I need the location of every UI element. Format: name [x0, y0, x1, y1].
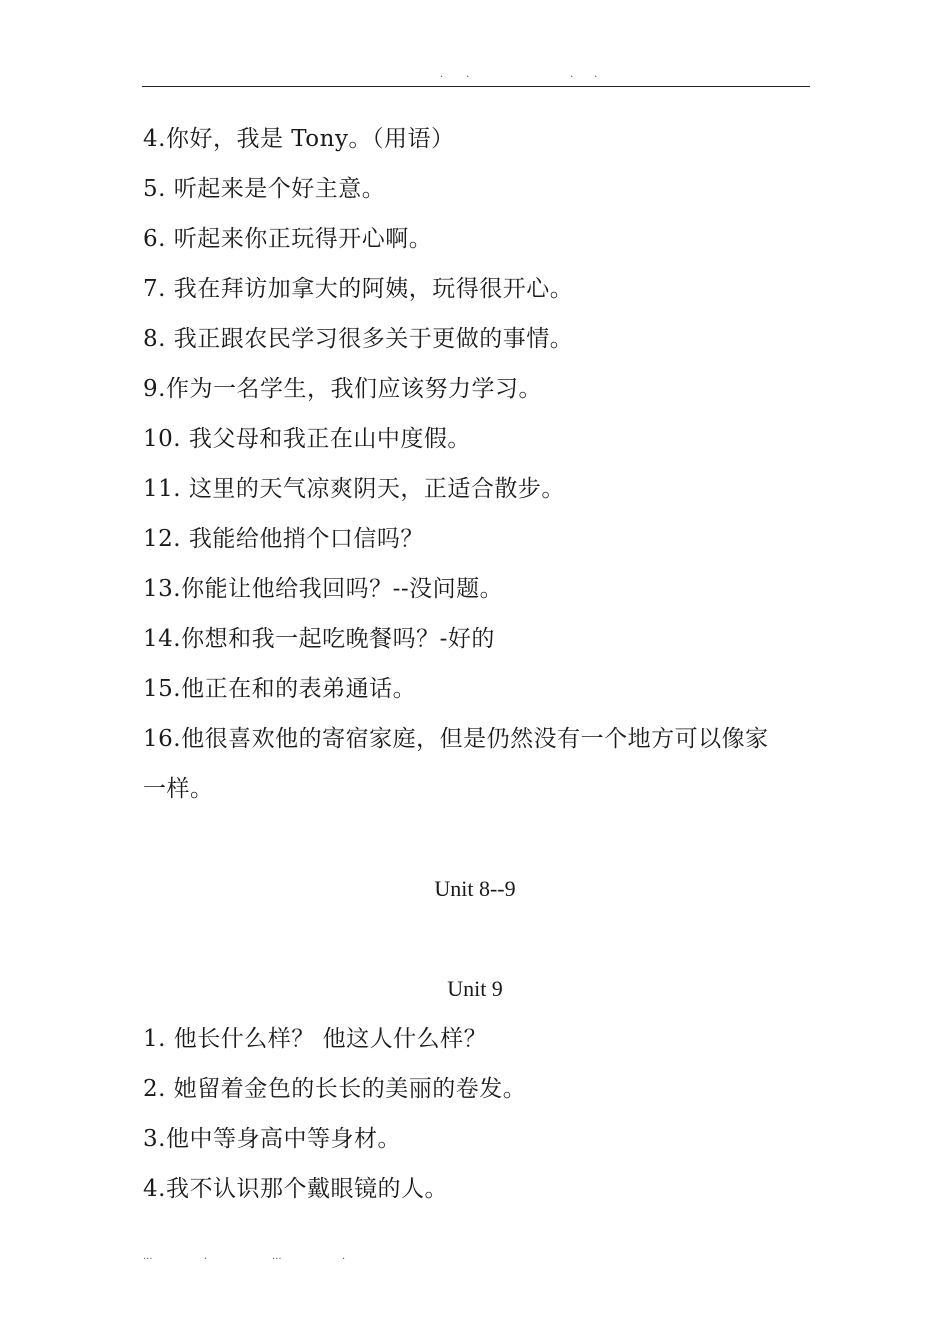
- sentence-line: 7. 我在拜访加拿大的阿姨，玩得很开心。: [143, 276, 574, 302]
- sentence-line: 8. 我正跟农民学习很多关于更做的事情。: [143, 326, 574, 352]
- header-dot: .: [594, 69, 598, 80]
- sentence-line: 11. 这里的天气凉爽阴天，正适合散步。: [143, 476, 565, 502]
- footer-dot: .: [342, 1251, 346, 1262]
- sentence-line: 4.我不认识那个戴眼镜的人。: [143, 1176, 448, 1202]
- header-rule: [142, 86, 810, 87]
- document-body: [143, 114, 813, 1214]
- sentence-line: 15.他正在和的表弟通话。: [143, 676, 417, 702]
- sentence-line: 9.作为一名学生，我们应该努力学习。: [143, 376, 542, 402]
- blank-space: [143, 914, 813, 964]
- sentence-line: 6. 听起来你正玩得开心啊。: [143, 226, 433, 252]
- sentence-line: 5. 听起来是个好主意。: [143, 176, 386, 202]
- header-dot: .: [466, 69, 470, 80]
- sentence-line: 14.你想和我一起吃晚餐吗？-好的: [143, 626, 495, 652]
- sentence-line: 1. 他长什么样？ 他这人什么样？: [143, 1026, 488, 1052]
- footer-dots: [0, 1252, 950, 1264]
- blank-space: [143, 814, 813, 864]
- sentence-line: 16.他很喜欢他的寄宿家庭，但是仍然没有一个地方可以像家: [143, 726, 769, 752]
- sentence-line: 10. 我父母和我正在山中度假。: [143, 426, 471, 452]
- footer-dot: ...: [143, 1251, 153, 1262]
- header-dots: [0, 70, 950, 82]
- sentence-line: 13.你能让他给我回吗？--没问题。: [143, 576, 504, 602]
- sentence-line: 12. 我能给他捎个口信吗？: [143, 526, 424, 552]
- unit-title: Unit 9: [447, 976, 503, 1001]
- header-dot: .: [570, 69, 574, 80]
- sentence-line: 3.他中等身高中等身材。: [143, 1126, 401, 1152]
- header-dot: .: [440, 69, 444, 80]
- footer-dot: .: [204, 1251, 208, 1262]
- footer-dot: ...: [272, 1251, 282, 1262]
- sentence-line: 4.你好，我是 Tony。（用语）: [143, 126, 455, 152]
- sentence-line: 2. 她留着金色的长长的美丽的卷发。: [143, 1076, 527, 1102]
- sentence-line: 一样。: [143, 776, 214, 802]
- section-title: Unit 8--9: [434, 876, 516, 901]
